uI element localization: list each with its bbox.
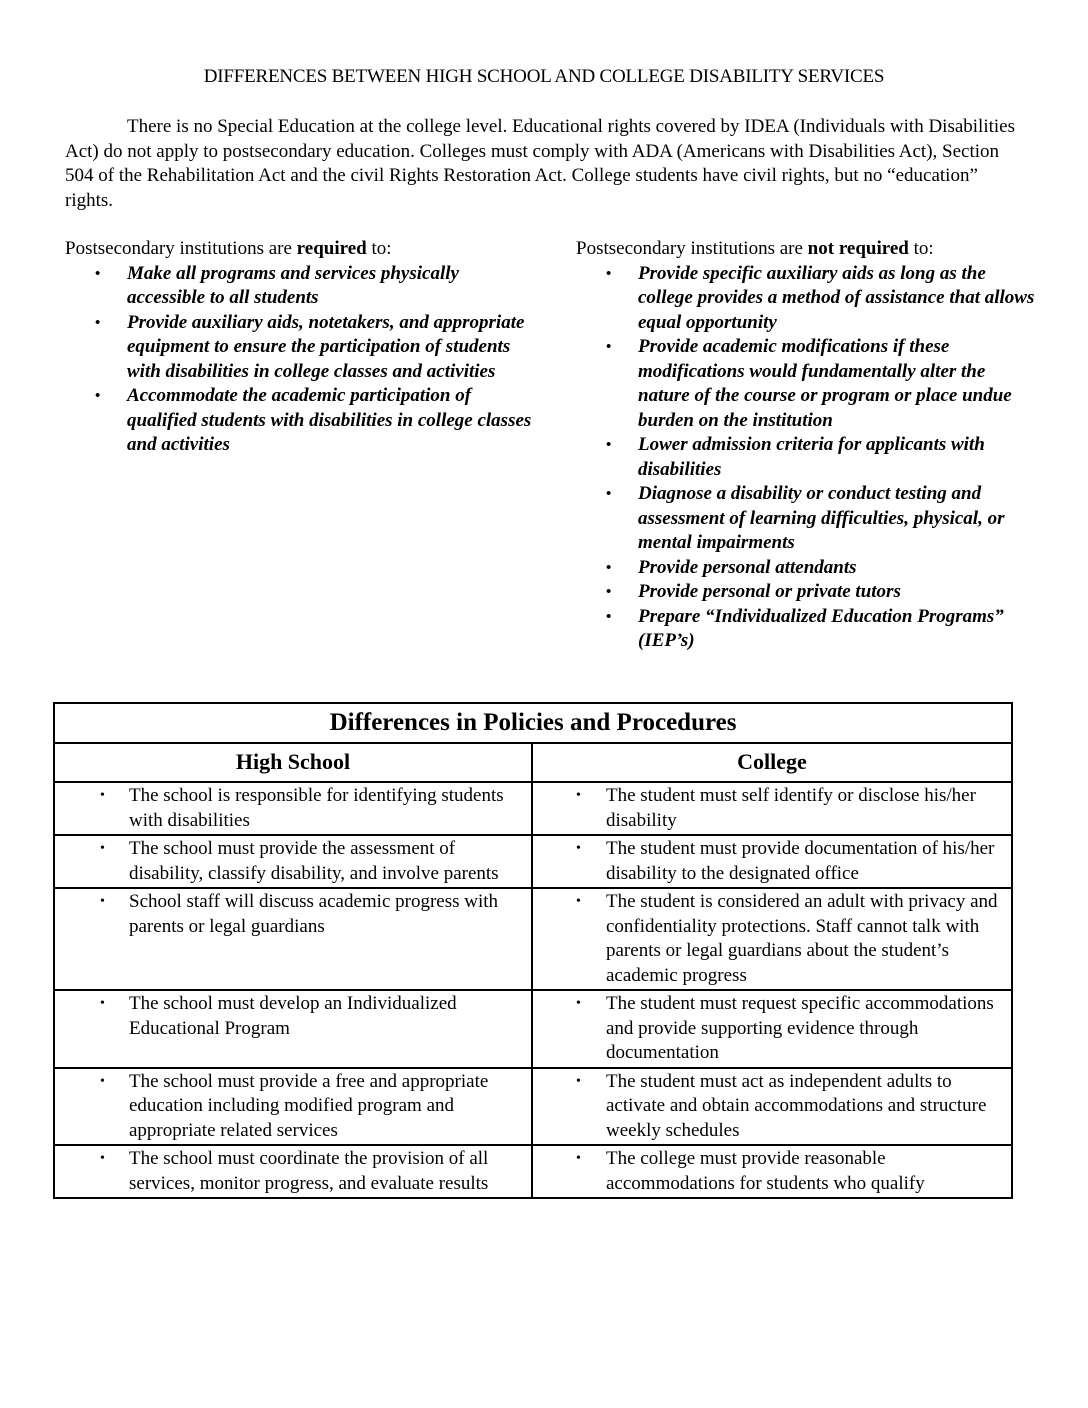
bullet-icon: • — [100, 1073, 105, 1089]
cell-text: The student must provide documentation of his/her disability to the designated office — [606, 838, 995, 884]
bullet-icon: • — [606, 608, 612, 625]
bullet-icon: • — [606, 339, 612, 355]
bullet-icon: • — [576, 841, 581, 856]
bullet-icon: • — [100, 996, 105, 1011]
bullet-icon: • — [100, 894, 105, 909]
lead-emphasis: required — [296, 238, 367, 259]
lead-emphasis: not required — [807, 238, 909, 259]
lead-suffix: to: — [908, 238, 934, 259]
bullet-icon: • — [95, 388, 101, 404]
table-cell — [54, 888, 532, 990]
table-cell — [54, 835, 532, 888]
required-section — [65, 237, 535, 458]
bullet-icon: • — [576, 894, 581, 909]
column-header-high-school: High School — [54, 743, 532, 782]
list-item — [576, 580, 1036, 605]
table-cell — [532, 835, 1012, 888]
list-item-text: Provide specific auxiliary aids as long as the college provides a method of assistance that allows equal opportunity — [638, 262, 1035, 333]
list-item — [576, 433, 1036, 482]
cell-text: The school must provide a free and appropriate education including modified program and appropriate related services — [129, 1070, 489, 1141]
table-row — [54, 782, 1012, 835]
bullet-icon: • — [606, 265, 612, 282]
cell-text: The school must provide the assessment of disability, classify disability, and involve parents — [129, 838, 499, 884]
list-item-text: Diagnose a disability or conduct testing and assessment of learning difficulties, physical, or mental impairments — [638, 483, 1005, 553]
bullet-icon: • — [606, 486, 612, 502]
bullet-icon: • — [576, 996, 581, 1011]
list-item — [65, 311, 535, 385]
bullet-icon: • — [95, 314, 101, 331]
table-cell — [532, 1145, 1012, 1198]
table-row — [54, 1068, 1012, 1146]
table-cell — [532, 888, 1012, 990]
bullet-icon: • — [606, 437, 612, 453]
list-item — [576, 335, 1036, 433]
bullet-icon: • — [606, 584, 612, 600]
list-item — [576, 262, 1036, 336]
table-cell — [54, 1145, 532, 1198]
policies-table — [53, 702, 1013, 1199]
table-cell — [54, 1068, 532, 1146]
cell-text: School staff will discuss academic progress with parents or legal guardians — [129, 891, 499, 937]
list-item — [65, 262, 535, 311]
table-row — [54, 1145, 1012, 1198]
cell-text: The student must request specific accommodations and provide supporting evidence through documentation — [606, 993, 994, 1063]
lead-prefix: Postsecondary institutions are — [65, 238, 297, 259]
table-row — [54, 990, 1012, 1068]
list-item-text: Prepare “Individualized Education Programs” (IEP’s) — [638, 605, 1004, 651]
intro-text: There is no Special Education at the college level. Educational rights covered by IDEA (Individuals with Disabilities Act) do not apply to postsecondary education. Colleges must comply with ADA (Americans with Disabilities Act), Section 504 of the Rehabilitation Act and the civil Rights Restoration Act. College students have civil rights, but no “education” rights. — [65, 116, 1015, 211]
table-cell — [54, 782, 532, 835]
list-item — [65, 384, 535, 458]
lead-suffix: to: — [366, 238, 392, 259]
cell-text: The college must provide reasonable accommodations for students who qualify — [606, 1148, 925, 1194]
not-required-list — [576, 262, 1036, 654]
bullet-icon: • — [95, 265, 101, 282]
table-cell — [532, 1068, 1012, 1146]
intro-paragraph — [65, 115, 1015, 213]
not-required-lead — [576, 237, 1036, 262]
list-item-text: Provide personal or private tutors — [638, 581, 901, 602]
table-cell — [532, 990, 1012, 1068]
cell-text: The school must coordinate the provision of all services, monitor progress, and evaluate results — [129, 1148, 489, 1194]
table-cell — [532, 782, 1012, 835]
bullet-icon: • — [576, 788, 581, 803]
list-item-text: Provide personal attendants — [638, 556, 857, 578]
bullet-icon: • — [576, 1073, 581, 1089]
cell-text: The school is responsible for identifying students with disabilities — [129, 785, 504, 831]
required-lead — [65, 237, 535, 262]
table-cell — [54, 990, 532, 1068]
bullet-icon: • — [606, 559, 612, 576]
document-title: DIFFERENCES BETWEEN HIGH SCHOOL AND COLLEGE DISABILITY SERVICES — [203, 66, 885, 87]
list-item — [576, 556, 1036, 581]
list-item-text: Provide auxiliary aids, notetakers, and appropriate equipment to ensure the participation of students with disabilities in college classes and activities — [127, 311, 525, 382]
table-row — [54, 835, 1012, 888]
bullet-icon: • — [100, 1151, 105, 1166]
table-title: Differences in Policies and Procedures — [54, 703, 1012, 743]
list-item-text: Accommodate the academic participation of qualified students with disabilities in college classes and activities — [127, 385, 532, 455]
column-header-college: College — [532, 743, 1012, 782]
cell-text: The student must act as independent adults to activate and obtain accommodations and structure weekly schedules — [606, 1070, 987, 1141]
list-item-text: Provide academic modifications if these modifications would fundamentally alter the nature of the course or program or place undue burden on the institution — [638, 336, 1012, 431]
lead-prefix: Postsecondary institutions are — [576, 238, 808, 259]
list-item-text: Make all programs and services physically accessible to all students — [127, 262, 459, 308]
bullet-icon: • — [576, 1151, 581, 1166]
cell-text: The student must self identify or disclose his/her disability — [606, 785, 976, 831]
bullet-icon: • — [100, 841, 105, 856]
cell-text: The school must develop an Individualized Educational Program — [129, 993, 457, 1039]
list-item — [576, 605, 1036, 654]
required-list — [65, 262, 535, 458]
list-item — [576, 482, 1036, 556]
bullet-icon: • — [100, 788, 105, 803]
list-item-text: Lower admission criteria for applicants with disabilities — [638, 434, 985, 480]
cell-text: The student is considered an adult with privacy and confidentiality protections. Staff cannot talk with parents or legal guardians about the student’s academic progress — [606, 891, 998, 986]
not-required-section — [576, 237, 1036, 654]
table-row — [54, 888, 1012, 990]
